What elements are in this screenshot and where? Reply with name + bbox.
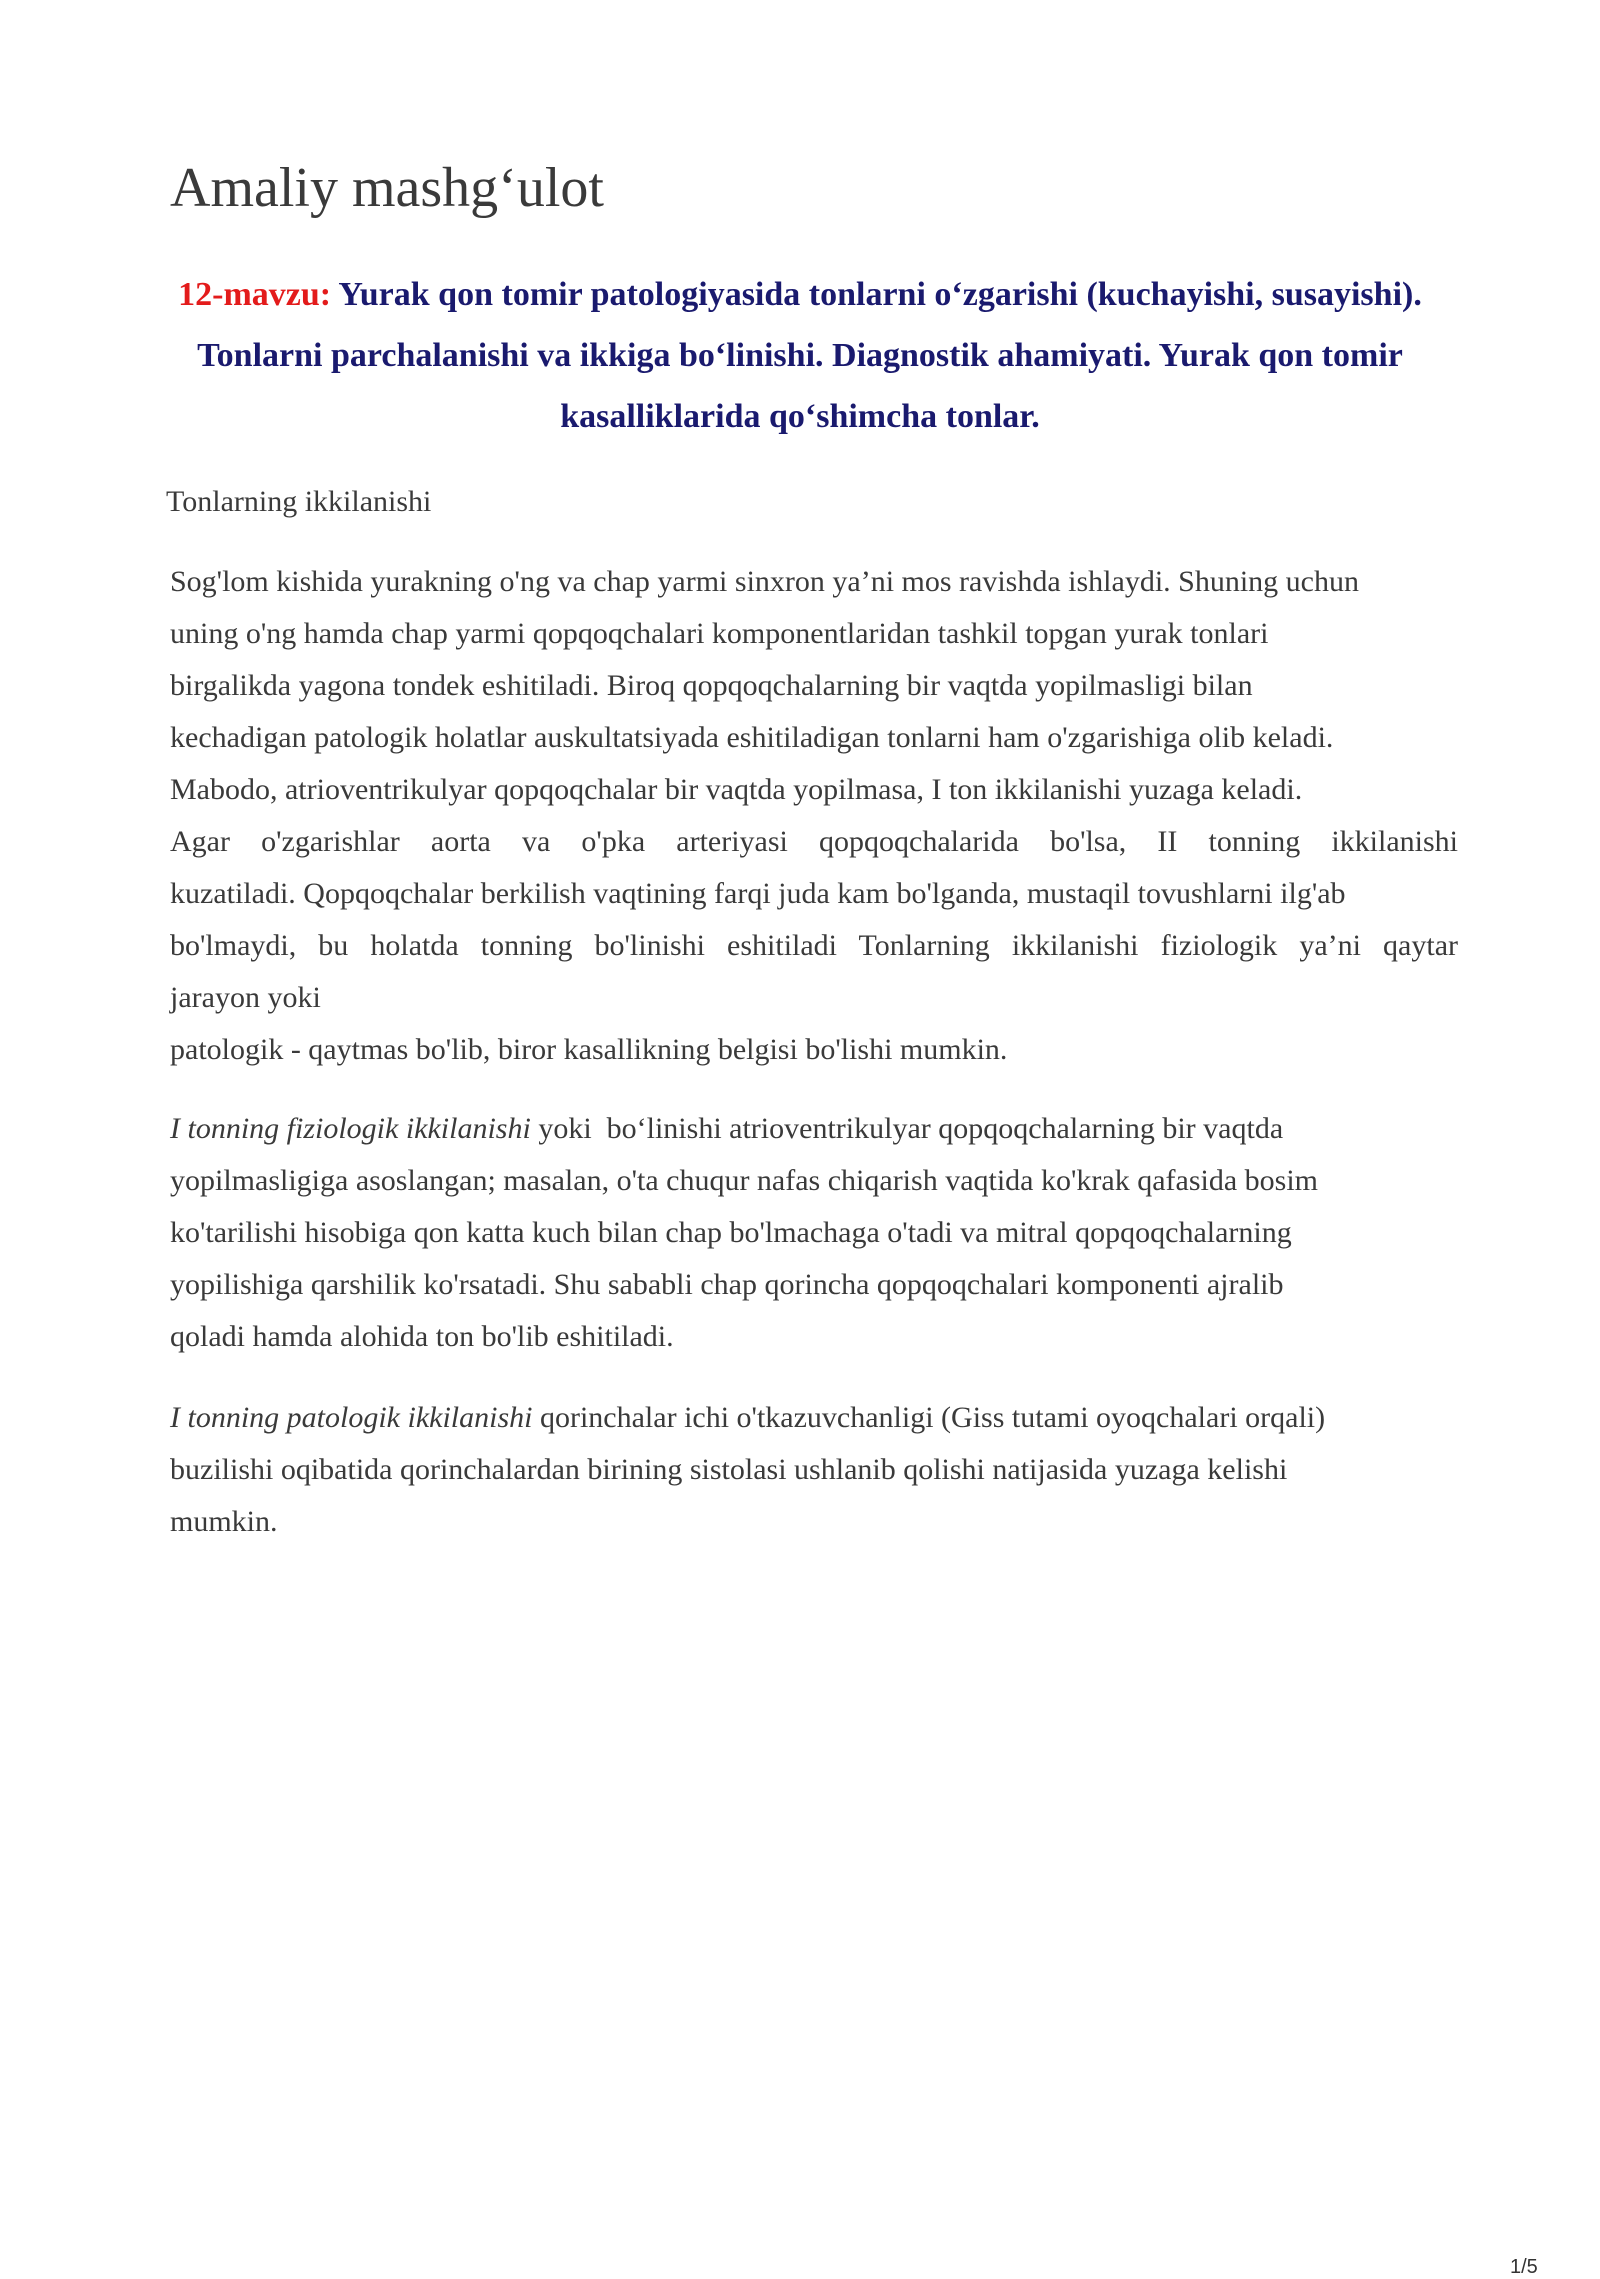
paragraph-line <box>170 1392 1458 1444</box>
paragraph-line: Agar o'zgarishlar aorta va o'pka arteriyasi qopqoqchalarida bo'lsa, II tonning ikkilanishi <box>170 825 1458 858</box>
section-subheading: Tonlarning ikkilanishi <box>166 485 432 518</box>
paragraph-3 <box>170 1392 1458 1548</box>
topic-text: Yurak qon tomir patologiyasida tonlarni o‘zgarishi (kuchayishi, susayishi). Tonlarni parchalanishi va ikkiga bo‘linishi. Diagnostik ahamiyati. Yurak qon tomir kasalliklarida qo‘shimcha tonlar. <box>197 276 1422 435</box>
paragraph-line: kechadigan patologik holatlar auskultatsiyada eshitiladigan tonlarni ham o'zgarishiga olib keladi. <box>170 721 1334 754</box>
paragraph-line-rest: qorinchalar ichi o'tkazuvchanligi (Giss tutami oyoqchalari orqali) <box>532 1401 1326 1434</box>
paragraph-line: Mabodo, atrioventrikulyar qopqoqchalar bir vaqtda yopilmasa, I ton ikkilanishi yuzaga keladi. <box>170 773 1303 806</box>
paragraph-line <box>170 1103 1458 1155</box>
paragraph-line: bo'lmaydi, bu holatda tonning bo'linishi eshitiladi Tonlarning ikkilanishi fiziologik ya’ni qaytar <box>170 929 1458 962</box>
topic-heading <box>150 264 1450 447</box>
paragraph-line: yopilmasligiga asoslangan; masalan, o'ta chuqur nafas chiqarish vaqtida ko'krak qafasida bosim <box>170 1164 1318 1197</box>
paragraph-line: ko'tarilishi hisobiga qon katta kuch bilan chap bo'lmachaga o'tadi va mitral qopqoqchalarning <box>170 1216 1292 1249</box>
paragraph-line: buzilishi oqibatida qorinchalardan birining sistolasi ushlanib qolishi natijasida yuzaga kelishi <box>170 1453 1288 1486</box>
italic-term: I tonning patologik ikkilanishi <box>170 1401 533 1434</box>
page-number: 1/5 <box>1510 2256 1538 2278</box>
paragraph-line: qoladi hamda alohida ton bo'lib eshitiladi. <box>170 1320 674 1353</box>
paragraph-line: patologik - qaytmas bo'lib, biror kasallikning belgisi bo'lishi mumkin. <box>170 1033 1008 1066</box>
paragraph-line: birgalikda yagona tondek eshitiladi. Biroq qopqoqchalarning bir vaqtda yopilmasligi bilan <box>170 669 1253 702</box>
paragraph-line: yopilishiga qarshilik ko'rsatadi. Shu sababli chap qorincha qopqoqchalari komponenti ajralib <box>170 1268 1284 1301</box>
page-title: Amaliy mashg‘ulot <box>170 157 604 219</box>
paragraph-line: Sog'lom kishida yurakning o'ng va chap yarmi sinxron ya’ni mos ravishda ishlaydi. Shuning uchun <box>170 565 1359 598</box>
paragraph-1 <box>170 556 1458 1076</box>
paragraph-line-rest: yoki bo‘linishi atrioventrikulyar qopqoqchalarning bir vaqtda <box>530 1112 1284 1145</box>
paragraph-line: mumkin. <box>170 1505 278 1538</box>
paragraph-line: uning o'ng hamda chap yarmi qopqoqchalari komponentlaridan tashkil topgan yurak tonlari <box>170 617 1269 650</box>
paragraph-2 <box>170 1103 1458 1363</box>
paragraph-line: jarayon yoki <box>170 981 321 1014</box>
topic-number: 12-mavzu: <box>178 276 332 313</box>
italic-term: I tonning fiziologik ikkilanishi <box>170 1112 531 1145</box>
paragraph-line: kuzatiladi. Qopqoqchalar berkilish vaqtining farqi juda kam bo'lganda, mustaqil tovushlarni ilg'ab <box>170 877 1346 910</box>
